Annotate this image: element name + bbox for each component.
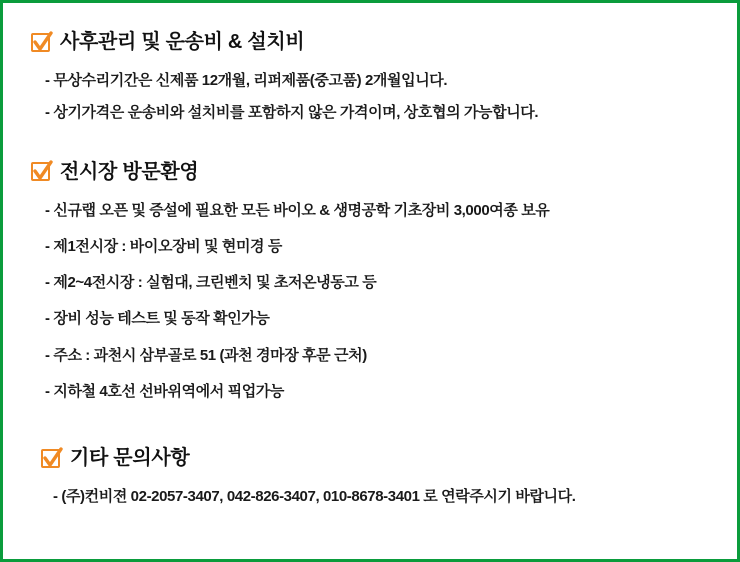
section-item-list: [31, 199, 709, 404]
check-box-icon: [41, 449, 60, 468]
section-header: [41, 447, 709, 469]
list-item: - 지하철 4호선 선바위역에서 픽업가능: [45, 382, 284, 400]
list-item: - 제1전시장 : 바이오장비 및 현미경 등: [45, 237, 282, 255]
section-aftercare: [31, 31, 709, 125]
section-header: [31, 161, 709, 183]
list-item: - 상기가격은 운송비와 설치비를 포함하지 않은 가격이며, 상호협의 가능합니다.: [45, 104, 539, 122]
section-item-list: [31, 485, 709, 508]
check-box-icon: [31, 162, 50, 181]
section-etc: [31, 447, 709, 508]
check-box-icon: [31, 33, 50, 52]
section-header: [31, 31, 709, 53]
section-showroom: [31, 161, 709, 404]
list-item: - 신규랩 오픈 및 증설에 필요한 모든 바이오 & 생명공학 기초장비 3,000여종 보유: [45, 201, 550, 219]
list-item: - (주)컨비젼 02-2057-3407, 042-826-3407, 010-8678-3401 로 연락주시기 바랍니다.: [53, 488, 576, 505]
section-title: 기타 문의사항: [70, 447, 190, 469]
list-item: - 제2~4전시장 : 실험대, 크린벤치 및 초저온냉동고 등: [45, 274, 377, 291]
list-item: - 무상수리기간은 신제품 12개월, 리퍼제품(중고품) 2개월입니다.: [45, 72, 448, 89]
section-title: 전시장 방문환영: [60, 160, 199, 183]
section-title: 사후관리 및 운송비 & 설치비: [60, 31, 305, 53]
section-item-list: [31, 69, 709, 125]
list-item: - 주소 : 과천시 삼부골로 51 (과천 경마장 후문 근처): [45, 346, 367, 364]
list-item: - 장비 성능 테스트 및 동작 확인가능: [45, 310, 270, 328]
